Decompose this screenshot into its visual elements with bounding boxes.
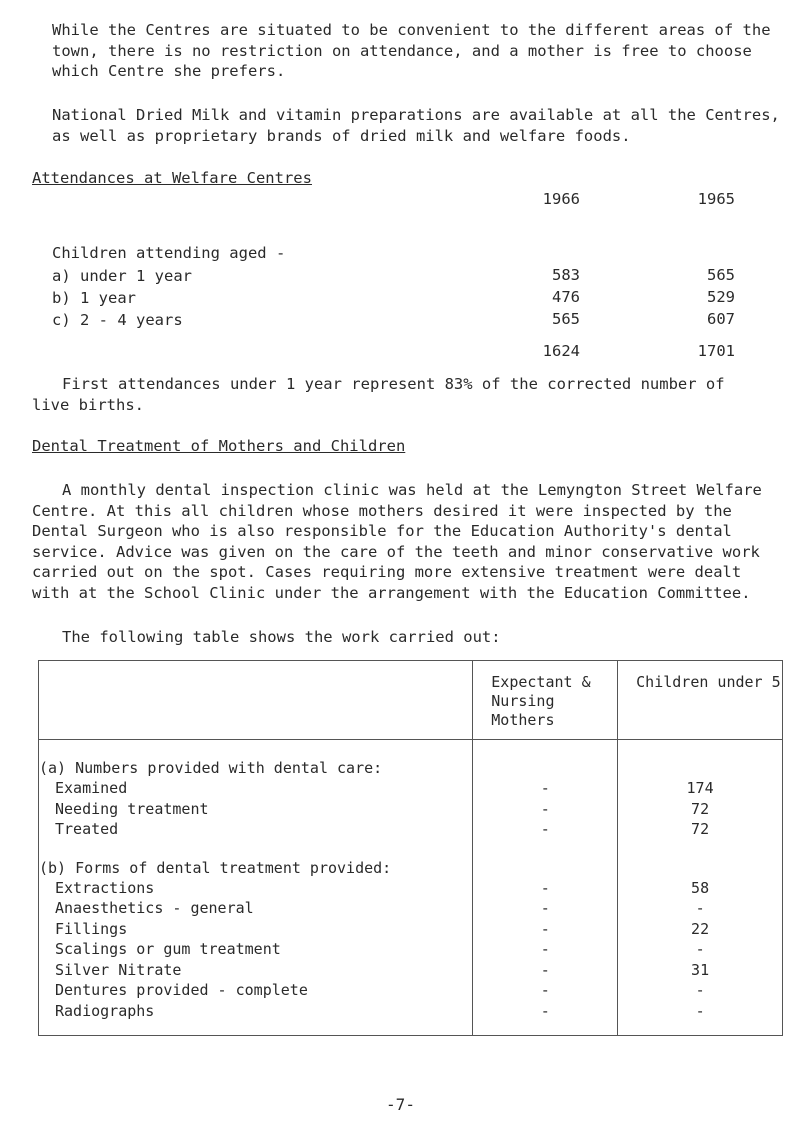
attendance-1966-value: 565	[552, 310, 580, 328]
mothers-value: -	[473, 939, 618, 960]
mothers-value: -	[473, 878, 618, 899]
table-row	[39, 819, 783, 840]
mothers-value: -	[473, 778, 618, 799]
col-header-mothers: Expectant & Nursing Mothers	[473, 661, 618, 740]
dental-work-table	[38, 660, 783, 1036]
children-value: -	[618, 1001, 783, 1036]
row-label: Extractions	[55, 878, 155, 897]
attendance-1966-value: 476	[552, 288, 580, 306]
dental-heading: Dental Treatment of Mothers and Children	[32, 437, 406, 455]
intro-paragraph-1: While the Centres are situated to be convenient to the different areas of the town, there is no restriction on attendance, and a mother is free to choose which Centre she prefers.	[52, 21, 771, 80]
row-label: Treated	[55, 820, 119, 838]
row-label: Radiographs	[55, 1001, 155, 1020]
row-label: Needing treatment	[55, 799, 209, 818]
row-label: Scalings or gum treatment	[55, 940, 281, 958]
section-a-row	[39, 740, 783, 779]
section-a-label: (a) Numbers provided with dental care:	[39, 759, 383, 777]
row-label: Silver Nitrate	[55, 960, 182, 979]
row-label: Fillings	[55, 919, 128, 938]
children-value: -	[618, 939, 783, 960]
table-row	[39, 980, 783, 1001]
children-value: 174	[618, 778, 783, 799]
table-row	[39, 778, 783, 799]
col-header-1965: 1965	[697, 190, 735, 208]
attendance-row-label: b) 1 year	[52, 289, 136, 307]
attendance-group-label: Children attending aged -	[52, 244, 286, 262]
children-value: 31	[618, 960, 783, 981]
attendance-1966-value: 583	[552, 266, 580, 284]
children-value: 22	[618, 919, 783, 940]
mothers-value: -	[473, 898, 618, 919]
mothers-value: -	[473, 960, 618, 981]
table-row	[39, 960, 783, 981]
table-header-row	[39, 661, 783, 740]
attendance-row-label: c) 2 - 4 years	[52, 311, 183, 329]
col-header-1966: 1966	[542, 190, 580, 208]
row-label: Examined	[55, 779, 128, 797]
children-value: -	[618, 980, 783, 1001]
table-row	[39, 878, 783, 899]
table-row	[39, 1001, 783, 1036]
mothers-value: -	[473, 1001, 618, 1036]
section-b-label: (b) Forms of dental treatment provided:	[39, 858, 392, 877]
children-value: -	[618, 898, 783, 919]
children-value: 72	[618, 799, 783, 820]
table-row	[39, 898, 783, 919]
mothers-value: -	[473, 799, 618, 820]
attendance-row-label: a) under 1 year	[52, 267, 192, 285]
table-intro: The following table shows the work carried out:	[62, 628, 501, 646]
page-number: -7-	[386, 1095, 415, 1114]
table-row	[39, 939, 783, 960]
mothers-value: -	[473, 980, 618, 1001]
table-row	[39, 799, 783, 820]
attendance-note: First attendances under 1 year represent 83% of the corrected number of live births.	[32, 375, 725, 414]
mothers-value: -	[473, 919, 618, 940]
attendance-1965-value: 565	[707, 266, 735, 284]
blank-header-cell	[39, 661, 473, 740]
col-header-children: Children under 5	[618, 661, 783, 740]
row-label: Anaesthetics - general	[55, 899, 254, 917]
attendance-total-1966: 1624	[542, 342, 580, 360]
children-value: 58	[618, 878, 783, 899]
children-value: 72	[618, 819, 783, 840]
section-b-row	[39, 840, 783, 878]
table-row	[39, 919, 783, 940]
attendance-1965-value: 529	[707, 288, 735, 306]
attendance-1965-value: 607	[707, 310, 735, 328]
attendances-heading: Attendances at Welfare Centres	[32, 169, 312, 187]
mothers-value: -	[473, 819, 618, 840]
dental-paragraph: A monthly dental inspection clinic was held at the Lemyngton Street Welfare Centre. At this all children whose mothers desired it were inspected by the Dental Surgeon who is also responsible for the Education Authority's dental service. Advice was given on the care of the teeth and minor conservative work carried out on the spot. Cases requiring more extensive treatment were dealt with at the School Clinic under the arrangement with the Education Committee.	[32, 481, 762, 602]
intro-paragraph-2: National Dried Milk and vitamin preparations are available at all the Centres, as well as proprietary brands of dried milk and welfare foods.	[52, 106, 780, 145]
row-label: Dentures provided - complete	[55, 981, 308, 999]
attendance-total-1965: 1701	[697, 342, 735, 360]
